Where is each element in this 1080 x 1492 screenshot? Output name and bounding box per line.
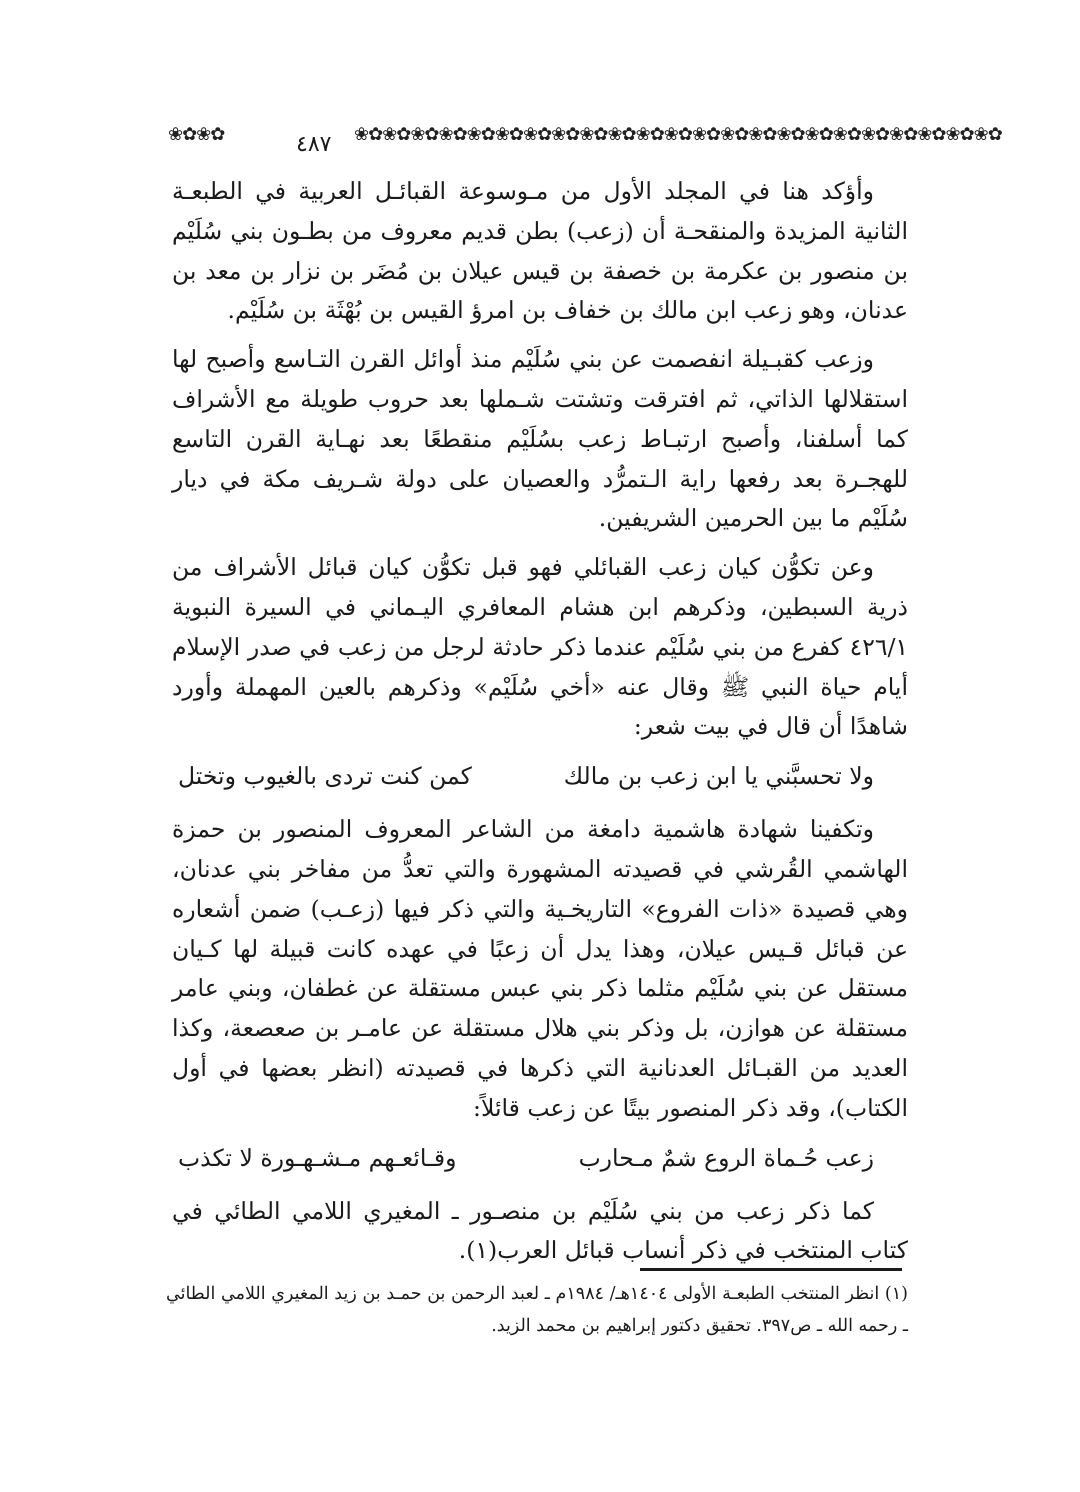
main-text: [172, 172, 908, 1280]
verse-1-second-hemistich: كمن كنت تردى بالغيوب وتختل: [178, 762, 472, 791]
paragraph-4: وتكفينا شهادة هاشمية دامغة من الشاعر المعروف المنصور بن حمزة الهاشمي القُرشي في قصيدته المشهورة والتي تعدُّ من مفاخر بني عدنان، وهي قصيدة «ذات الفروع» التاريخـية والتي ذكر فيها (زعـب) ضمن أشعاره عن قبائل قـيس عيلان، وهذا يدل أن زعبًا في عهده كانت قبيلة لها كـيان مستقل عن بني سُلَيْم مثلما ذكر بني عبس مستقلة عن غطفان، وبني عامر مستقلة عن هوازن، بل وذكر بني هلال مستقلة عن عامـر بن صعصعة، وكذا العديد من القبـائل العدنانية التي ذكرها في قصيدته (انظر بعضها في أول الكتاب)، وقد ذكر المنصور بيتًا عن زعب قائلاً:: [172, 815, 908, 1122]
page-header: [168, 118, 1002, 158]
footnote-separator: [640, 1268, 902, 1271]
paragraph-2: وزعب كقبـيلة انفصمت عن بني سُلَيْم منذ أوائل القرن التـاسع وأصبح لها استقلالها الذاتي، ثم افترقت وتشتت شـملها بعد حروب طويلة مع الأشراف كما أسلفنا، وأصبح ارتبـاط زعب بسُلَيْم منقطعًا بعد نهـاية القرن التاسع للهجـرة بعد رفعها راية الـتمرُّد والعصيان على دولة شـريف مكة في ديار سُلَيْم ما بين الحرمين الشريفين.: [172, 345, 908, 533]
poem-verse-1: [172, 756, 908, 796]
poem-verse-2: [172, 1138, 908, 1178]
page-number: ٤٨٧: [296, 132, 332, 157]
paragraph-5: كما ذكر زعب من بني سُلَيْم بن منصـور ـ المغيري اللامي الطائي في كتاب المنتخب في ذكر أنساب قبائل العرب(١).: [172, 1196, 908, 1265]
verse-1-first-hemistich: ولا تحسبَّني يا ابن زعب بن مالك: [563, 762, 874, 791]
verse-2-first-hemistich: زعب حُـماة الروع شمٌ مـحارب: [578, 1143, 874, 1172]
verse-2-second-hemistich: وقـائعـهم مـشـهـورة لا تكذب: [178, 1143, 457, 1172]
ornament-right: ❀✿❀✿❀✿❀✿❀✿❀✿❀✿❀✿❀✿❀✿❀✿❀✿❀✿❀✿❀✿❀✿❀✿❀✿❀✿❀✿❀✿❀✿❀✿: [354, 124, 1002, 145]
ornament-left: ❀✿❀✿: [168, 124, 225, 145]
paragraph-3: وعن تكوُّن كيان زعب القبائلي فهو قبل تكوُّن كيان قبائل الأشراف من ذرية السبطين، وذكرهم ابن هشام المعافري اليـماني في السيرة النبوية ٤٢٦/١ كفرع من بني سُلَيْم عندما ذكر حادثة لرجل من زعب في صدر الإسلام أيام حياة النبي ﷺ وقال عنه «أخي سُلَيْم» وذكرهم بالعين المهملة وأورد شاهدًا أن قال في بيت شعر:: [172, 553, 908, 741]
paragraph-1: وأؤكد هنا في المجلد الأول من مـوسوعة القبائـل العربية في الطبعـة الثانية المزيدة والمنقحـة أن (زعب) بطن قديم معروف من بطـون بني سُلَيْم بن منصور بن عكرمة بن خصفة بن قيس عيلان بن مُضَر بن نزار بن معد بن عدنان، وهو زعب ابن مالك بن خفاف بن امرؤ القيس بن بُهْثَة بن سُلَيْم.: [172, 177, 908, 325]
footnote: (١) انظر المنتخب الطبعـة الأولى ١٤٠٤هـ/ ١٩٨٤م ـ لعبد الرحمن بن حمـد بن زيد المغيري اللامي الطائي ـ رحمه الله ـ ص٣٩٧. تحقيق دكتور إبراهيم بن محمد الزيد.: [166, 1284, 908, 1336]
